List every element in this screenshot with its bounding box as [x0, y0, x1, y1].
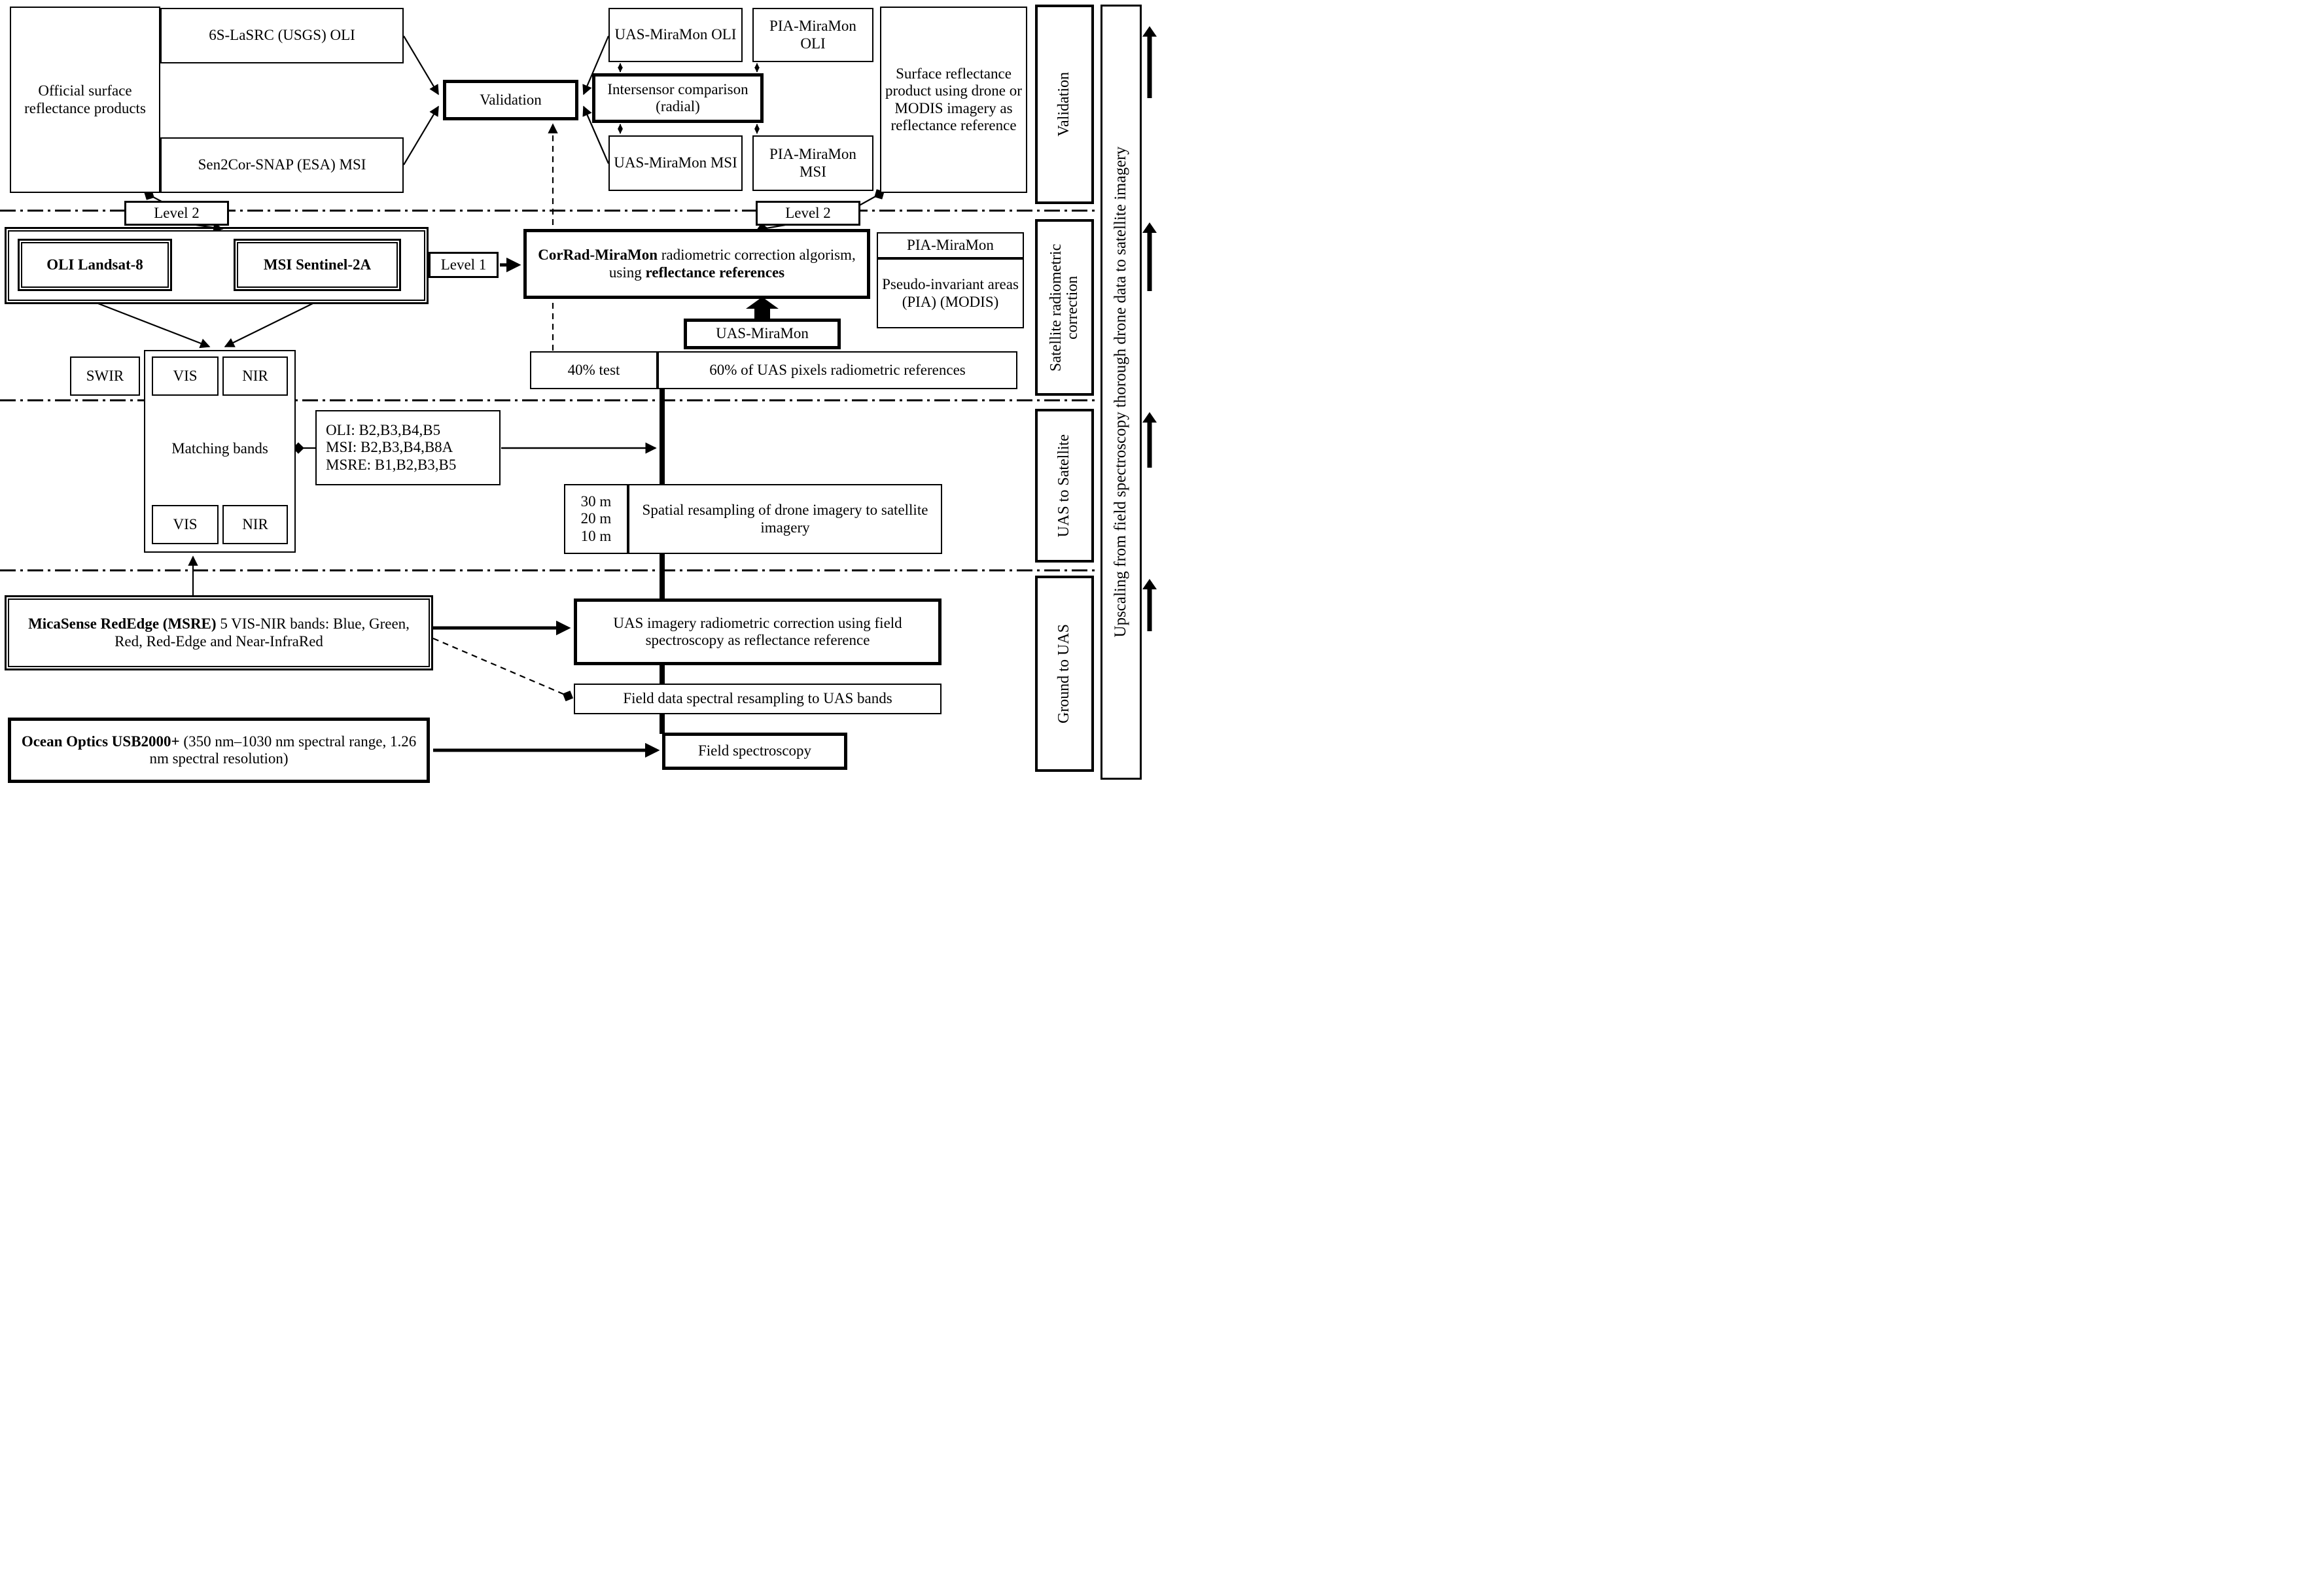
spatial-resampling-label: Spatial resampling of drone imagery to satellite imagery [642, 502, 928, 536]
official-products-box [10, 7, 160, 193]
micasense-bold-part: MicaSense RedEdge (MSRE) [28, 616, 217, 633]
sideband-ground-to-uas [1035, 576, 1094, 772]
resolution-list [581, 493, 612, 545]
sideband-validation [1035, 5, 1094, 204]
swir-label: SWIR [86, 367, 124, 384]
nir-bottom-label: NIR [242, 515, 268, 532]
uas-miramon-oli-label: UAS-MiraMon OLI [614, 26, 737, 43]
corrad-miramon-box [523, 229, 870, 299]
micasense-label [13, 616, 425, 650]
level1-label: Level 1 [440, 256, 487, 273]
ocean-optics-box [8, 718, 430, 783]
level2-left-box [124, 201, 229, 226]
msi-bands-line: MSI: B2,B3,B4,B8A [326, 439, 453, 456]
res-10-line: 10 m [580, 527, 612, 544]
official-products-label: Official surface reflectance products [24, 82, 146, 116]
pia-miramon-label: PIA-MiraMon [907, 236, 994, 253]
pia-miramon-oli-label: PIA-MiraMon OLI [769, 18, 856, 52]
vis-top-label: VIS [173, 367, 198, 384]
nir-top-box [222, 356, 288, 396]
uas-miramon-oli-box [608, 8, 743, 62]
flowchart-canvas [0, 0, 1162, 790]
msre-bands-line: MSRE: B1,B2,B3,B5 [326, 456, 457, 473]
uas-miramon-msi-label: UAS-MiraMon MSI [614, 154, 737, 171]
upscaling-arrow-ground [1142, 579, 1157, 631]
uas-miramon-box [684, 319, 841, 349]
ocean-optics-regular-part: (350 nm–1030 nm spectral range, 1.26 nm spectral resolution) [149, 733, 417, 767]
level2-right-label: Level 2 [785, 204, 831, 221]
pseudo-invariant-label: Pseudo-invariant areas (PIA) (MODIS) [882, 276, 1019, 310]
swir-box [70, 356, 140, 396]
surface-product-box [880, 7, 1027, 193]
sideband-satellite-label: Satellite radiometric correction [1047, 243, 1081, 372]
res-20-line: 20 m [580, 510, 612, 527]
ocean-optics-bold-part: Ocean Optics USB2000+ [21, 733, 180, 750]
surface-product-label: Surface reflectance product using drone or MODIS imagery as reflectance reference [885, 65, 1022, 133]
level2-right-box [756, 201, 860, 226]
sideband-ground-to-uas-label: Ground to UAS [1055, 623, 1073, 723]
vis-top-box [152, 356, 219, 396]
uas-miramon-label: UAS-MiraMon [716, 325, 809, 342]
intersensor-label: Intersensor comparison (radial) [607, 80, 748, 114]
sen2cor-msi-label: Sen2Cor-SNAP (ESA) MSI [198, 156, 366, 173]
test-40-label: 40% test [567, 361, 620, 378]
pixels-60-label: 60% of UAS pixels radiometric references [709, 361, 966, 378]
sideband-uas-to-satellite [1035, 409, 1094, 563]
pia-miramon-oli-box [752, 8, 873, 62]
level1-box [429, 252, 499, 278]
nir-bottom-box [222, 505, 288, 544]
oli-bands-line: OLI: B2,B3,B4,B5 [326, 422, 441, 439]
micasense-regular-part: 5 VIS-NIR bands: Blue, Green, Red, Red-Edge and Near-InfraRed [114, 616, 410, 650]
band-list-box [315, 410, 501, 485]
spatial-resampling-box [628, 484, 942, 554]
upscaling-arrow-validation [1142, 26, 1157, 98]
upscaling-bar-label: Upscaling from field spectroscopy thorough drone data to satellite imagery [1112, 147, 1130, 638]
arrow-lasrc-to-validation [404, 36, 438, 94]
oli-landsat8-box [21, 242, 169, 288]
matching-bands-label: Matching bands [171, 440, 268, 457]
msi-sentinel2a-label: MSI Sentinel-2A [263, 256, 372, 273]
sideband-satellite [1035, 219, 1094, 396]
pseudo-invariant-box [877, 258, 1024, 328]
arrow-oli-to-matching [98, 304, 209, 347]
msi-sentinel2a-box [237, 242, 398, 288]
nir-top-label: NIR [242, 367, 268, 384]
resolution-box [564, 484, 628, 554]
upscaling-bar [1100, 5, 1142, 780]
uas-correction-label: UAS imagery radiometric correction using field spectroscopy as reflectance reference [613, 614, 902, 648]
test-40-box [530, 351, 658, 389]
corrad-miramon-label [531, 247, 863, 281]
pia-miramon-msi-label: PIA-MiraMon MSI [769, 146, 856, 180]
uas-miramon-msi-box [608, 135, 743, 191]
upscaling-arrow-satellite [1142, 222, 1157, 291]
field-spectroscopy-box [662, 733, 847, 770]
vis-bottom-label: VIS [173, 515, 198, 532]
fat-arrow-uasmiramon-to-corrad [746, 297, 779, 320]
matching-bands-title [144, 436, 296, 462]
corrad-bold-part-1: CorRad-MiraMon [538, 247, 658, 264]
sideband-validation-label: Validation [1055, 72, 1073, 137]
res-30-line: 30 m [580, 493, 612, 510]
oli-landsat8-label: OLI Landsat-8 [46, 256, 143, 273]
field-resampling-box [574, 684, 942, 714]
validation-label: Validation [480, 91, 542, 108]
pia-miramon-msi-box [752, 135, 873, 191]
ocean-optics-label [15, 733, 423, 767]
arrow-sen2cor-to-validation [404, 107, 438, 165]
corrad-bold-part-2: reflectance references [645, 264, 785, 281]
sideband-uas-to-satellite-label: UAS to Satellite [1055, 434, 1073, 538]
field-resampling-label: Field data spectral resampling to UAS bands [623, 690, 892, 707]
dashed-msre-to-fieldresamp [433, 638, 568, 696]
intersensor-box [592, 73, 764, 123]
level2-left-label: Level 2 [154, 204, 200, 221]
upscaling-arrow-uas [1142, 412, 1157, 468]
band-list [326, 422, 456, 474]
arrow-msi-to-matching [225, 304, 313, 347]
micasense-box [8, 599, 430, 667]
vis-bottom-box [152, 505, 219, 544]
uas-correction-box [574, 599, 942, 665]
pia-miramon-box [877, 232, 1024, 258]
field-spectroscopy-label: Field spectroscopy [697, 742, 812, 759]
validation-box [443, 80, 578, 120]
lasrc-oli-box [160, 8, 404, 63]
sen2cor-msi-box [160, 137, 404, 193]
pixels-60-box [658, 351, 1017, 389]
lasrc-oli-label: 6S-LaSRC (USGS) OLI [209, 27, 355, 44]
corrad-regular-part: radiometric correction algorism, using [608, 247, 856, 281]
